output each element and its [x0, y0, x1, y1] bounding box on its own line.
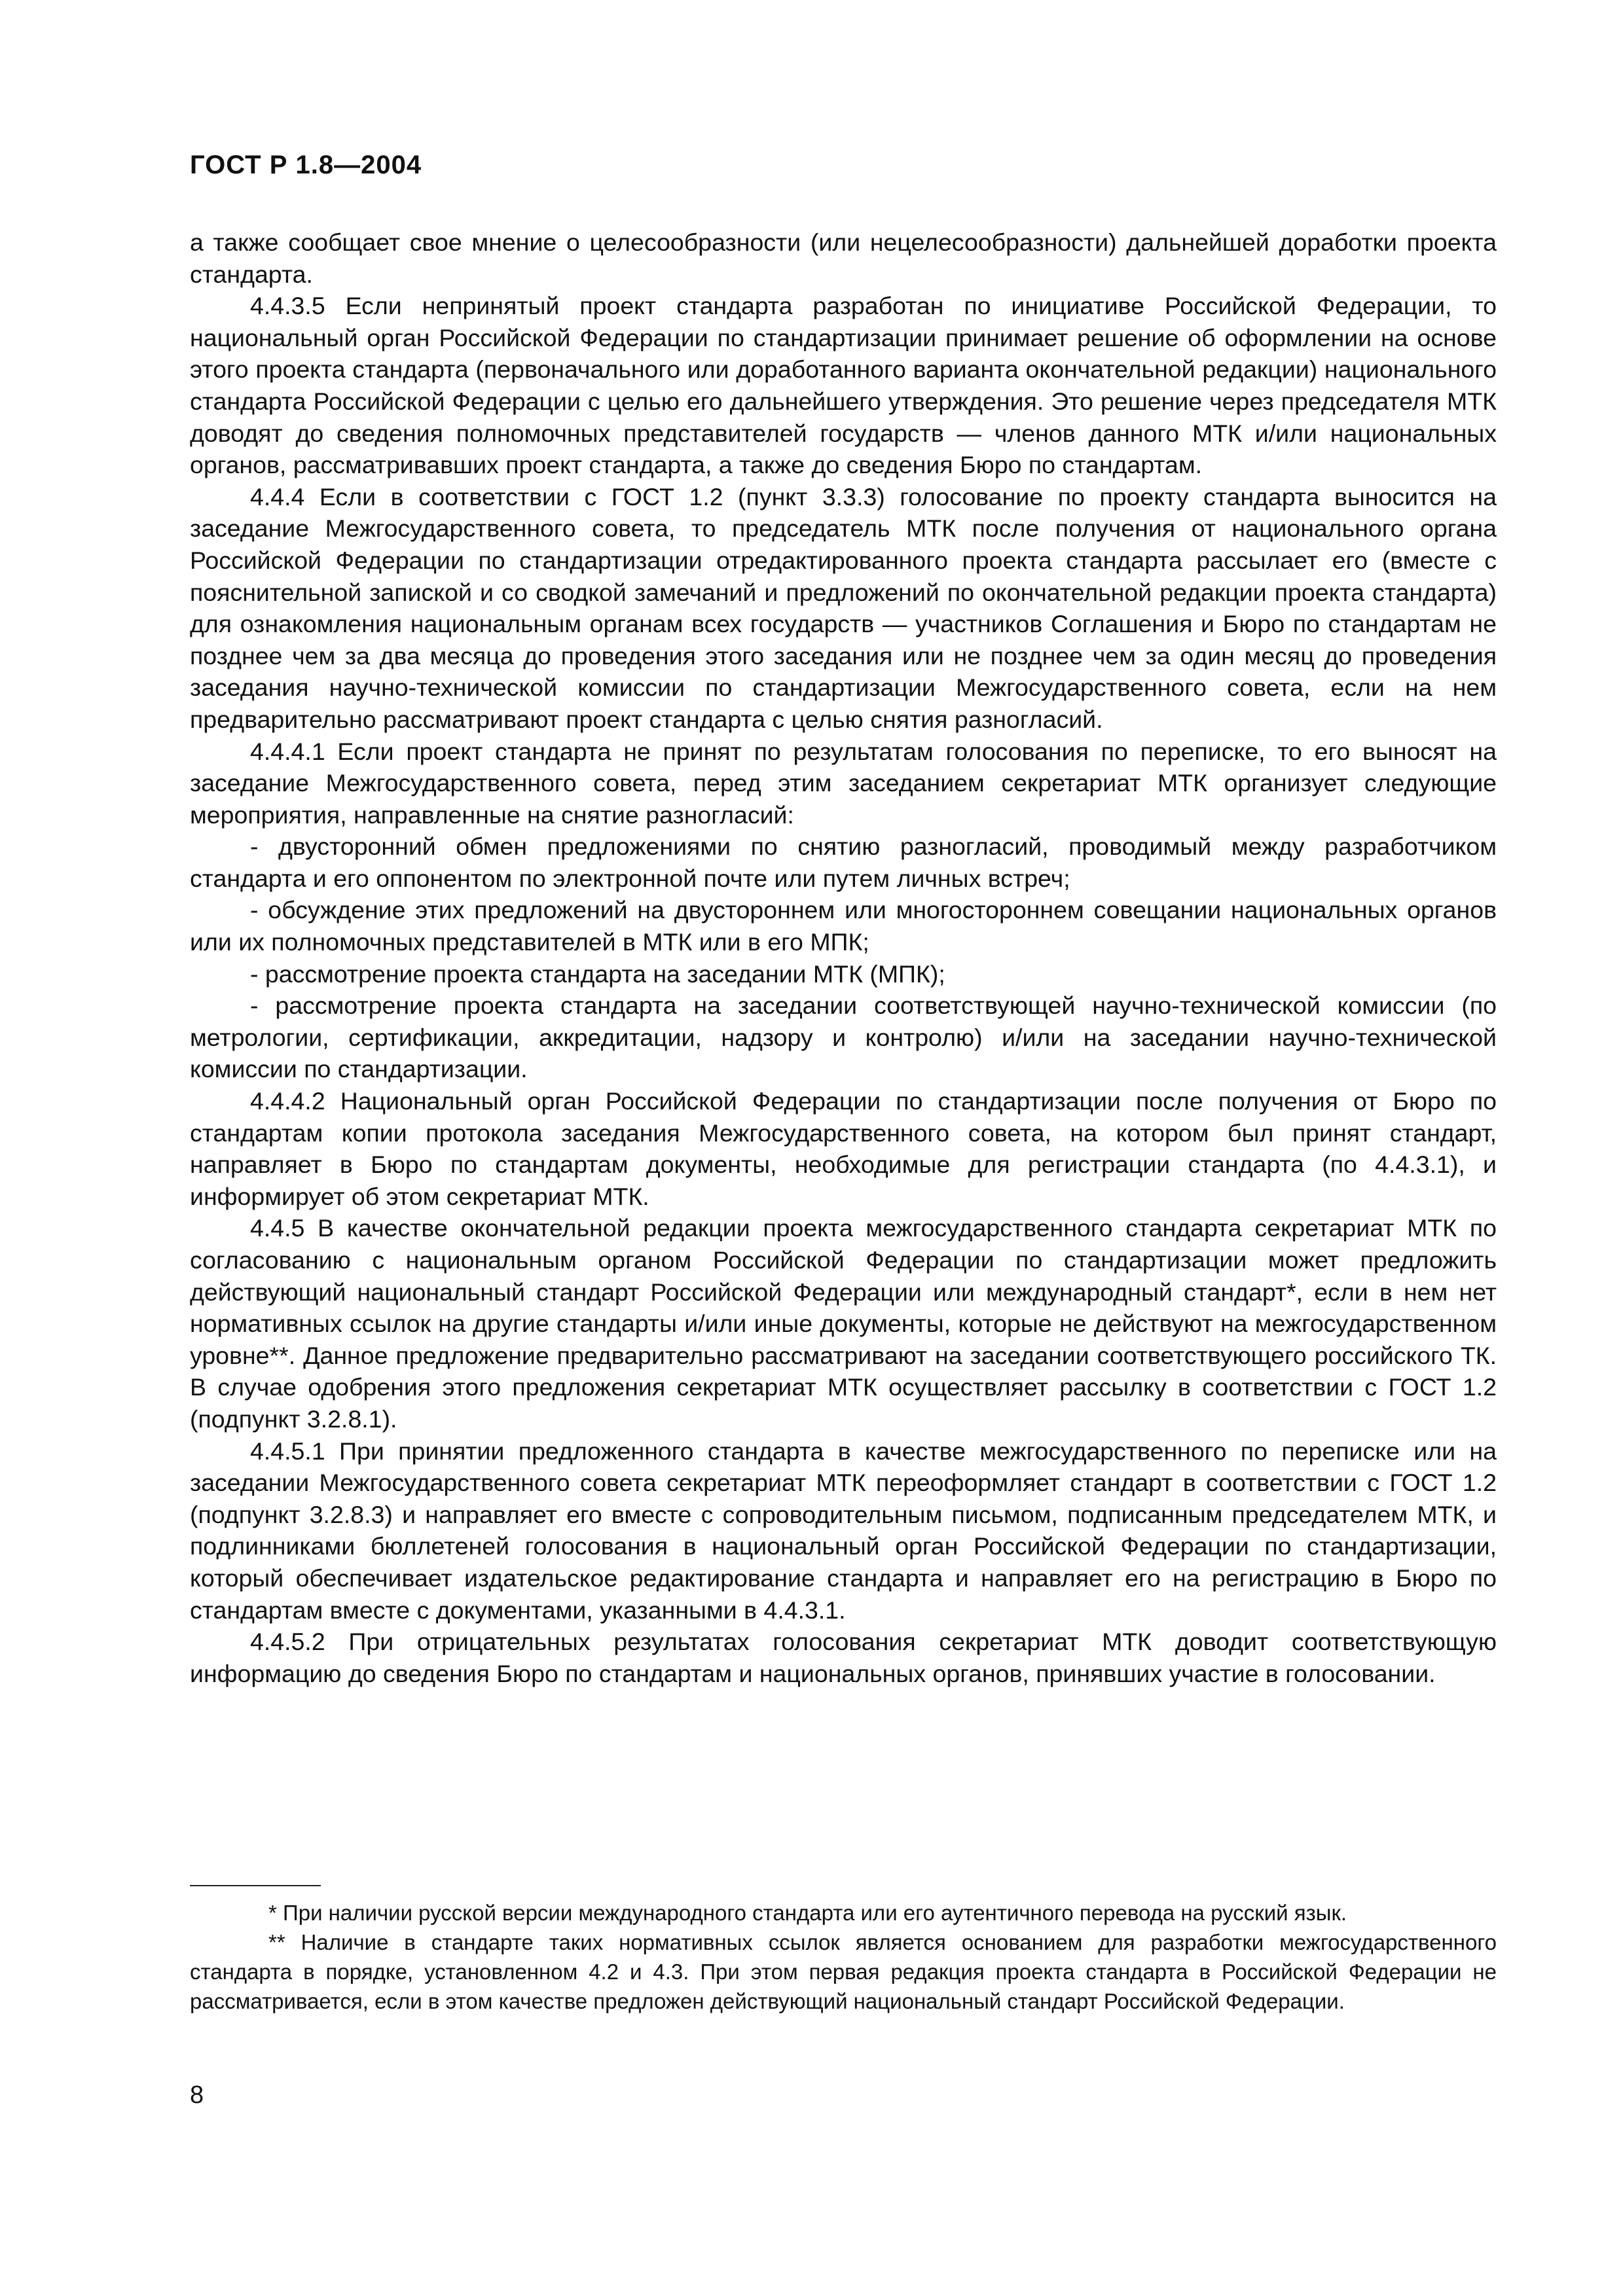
footnotes-section [190, 1885, 1497, 2016]
footnote-divider [190, 1885, 321, 1886]
paragraph-4-4-5: 4.4.5 В качестве окончательной редакции проекта межгосударственного стандарта секретариат МТК по согласованию с национальным органом Российской Федерации по стандартизации может предложить действующий национальный стандарт Российской Федерации или международный стандарт*, если в нем нет нормативных ссылок на другие стандарты и/или иные документы, которые не действуют на межгосударственном уровне**. Данное предложение предварительно рассматривают на заседании соответствующего российского ТК. В случае одобрения этого предложения секретариат МТК осуществляет рассылку в соответствии с ГОСТ 1.2 (подпункт 3.2.8.1). [190, 1214, 1497, 1433]
list-item-bilateral-exchange: - двусторонний обмен предложениями по снятию разногласий, проводимый между разработчиком стандарта и его оппонентом по электронной почте или путем личных встреч; [190, 833, 1497, 892]
list-item-commission-review: - рассмотрение проекта стандарта на заседании соответствующей научно-технической комиссии (по метрологии, сертификации, аккредитации, надзору и контролю) и/или на заседании научно-технической комиссии по стандартизации. [190, 992, 1497, 1083]
paragraph-continuation: а также сообщает свое мнение о целесообразности (или нецелесообразности) дальнейшей доработки проекта стандарта. [190, 228, 1497, 288]
page-number: 8 [190, 2081, 204, 2109]
paragraph-4-4-4-2: 4.4.4.2 Национальный орган Российской Федерации по стандартизации после получения от Бюро по стандартам копии протокола заседания Межгосударственного совета, на котором был принят стандарт, направляет в Бюро по стандартам документы, необходимые для регистрации стандарта (по 4.4.3.1), и информирует об этом секретариат МТК. [190, 1087, 1497, 1210]
paragraph-4-4-4: 4.4.4 Если в соответствии с ГОСТ 1.2 (пункт 3.3.3) голосование по проекту стандарта выносится на заседание Межгосударственного совета, то председатель МТК после получения от национального органа Российской Федерации по стандартизации отредактированного проекта стандарта рассылает его (вместе с пояснительной запиской и со сводкой замечаний и предложений по окончательной редакции проекта стандарта) для ознакомления национальным органам всех государств — участников Соглашения и Бюро по стандартам не позднее чем за два месяца до проведения этого заседания или не позднее чем за один месяц до проведения заседания научно-технической комиссии по стандартизации Межгосударственного совета, если на нем предварительно рассматривают проект стандарта с целью снятия разногласий. [190, 482, 1497, 733]
list-item-mtk-review: - рассмотрение проекта стандарта на заседании МТК (МПК); [250, 960, 945, 988]
footnote-1: * При наличии русской версии международного стандарта или его аутентичного перевода на русский язык. [268, 1901, 1347, 1925]
paragraph-4-4-3-5: 4.4.3.5 Если непринятый проект стандарта разработан по инициативе Российской Федерации, то национальный орган Российской Федерации по стандартизации принимает решение об оформлении на основе этого проекта стандарта (первоначального или доработанного варианта окончательной редакции) национального стандарта Российской Федерации с целью его дальнейшего утверждения. Это решение через председателя МТК доводят до сведения полномочных представителей государств — членов данного МТК и/или национальных органов, рассматривавших проект стандарта, а также до сведения Бюро по стандартам. [190, 292, 1497, 479]
document-header-title: ГОСТ Р 1.8—2004 [190, 151, 422, 179]
list-item-discussion: - обсуждение этих предложений на двустороннем или многостороннем совещании национальных органов или их полномочных представителей в МТК или в его МПК; [190, 896, 1497, 956]
paragraph-4-4-4-1: 4.4.4.1 Если проект стандарта не принят по результатам голосования по переписке, то его выносят на заседание Межгосударственного совета, перед этим заседанием секретариат МТК организует следующие мероприятия, направленные на снятие разногласий: [190, 737, 1497, 829]
footnote-2: ** Наличие в стандарте таких нормативных ссылок является основанием для разработки межгосударственного стандарта в порядке, установленном 4.2 и 4.3. При этом первая редакция проекта стандарта в Российской Федерации не рассматривается, если в этом качестве предложен действующий национальный стандарт Российской Федерации. [190, 1930, 1497, 2013]
paragraph-4-4-5-2: 4.4.5.2 При отрицательных результатах голосования секретариат МТК доводит соответствующую информацию до сведения Бюро по стандартам и национальных органов, принявших участие в голосовании. [190, 1628, 1497, 1687]
main-body-text [190, 226, 1497, 1689]
paragraph-4-4-5-1: 4.4.5.1 При принятии предложенного стандарта в качестве межгосударственного по переписке или на заседании Межгосударственного совета секретариат МТК переоформляет стандарт в соответствии с ГОСТ 1.2 (подпункт 3.2.8.3) и направляет его вместе с сопроводительным письмом, подписанным председателем МТК, и подлинниками бюллетеней голосования в национальный орган Российской Федерации по стандартизации, который обеспечивает издательское редактирование стандарта и направляет его на регистрацию в Бюро по стандартам вместе с документами, указанными в 4.4.3.1. [190, 1437, 1497, 1624]
